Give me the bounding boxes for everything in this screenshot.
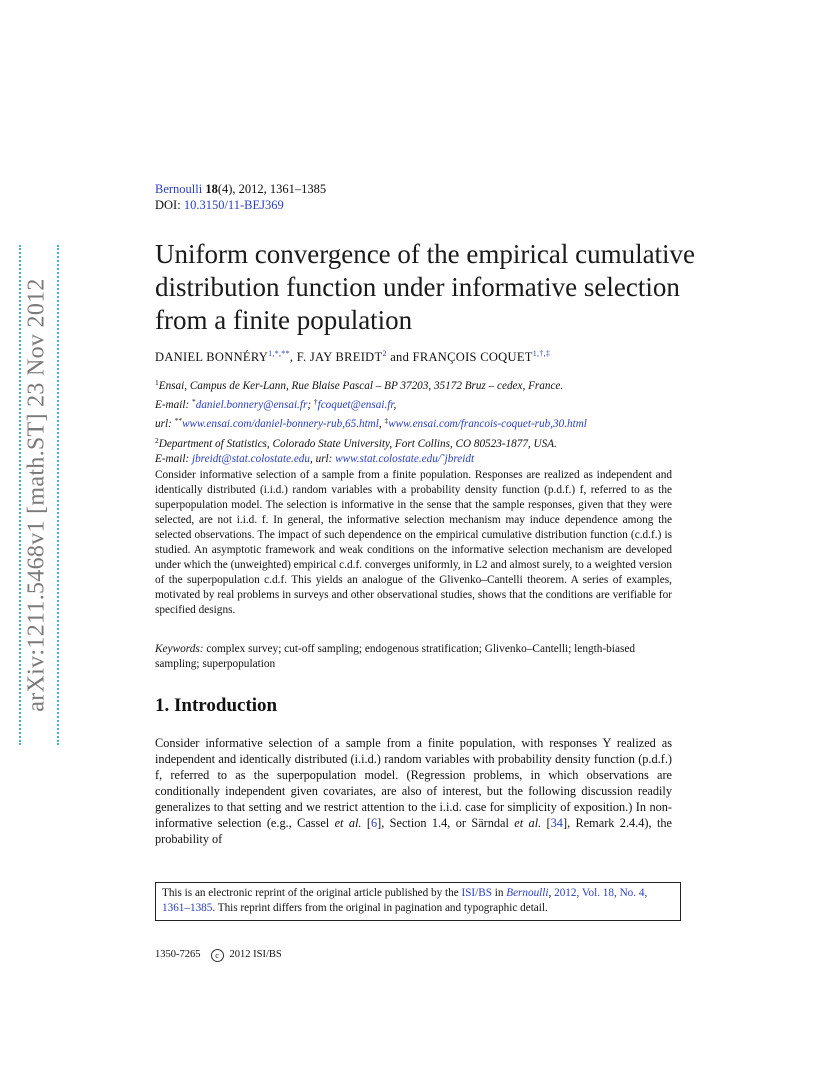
author-footnote-marks[interactable]: 1,†,‡ [532,349,551,358]
issn: 1350-7265 [155,949,201,960]
affiliations [155,375,695,467]
citation-link[interactable]: 34 [550,816,563,830]
citation-link[interactable]: 6 [370,816,378,830]
email-link[interactable]: fcoquet@ensai.fr [317,399,394,412]
section-heading [155,695,277,717]
keywords-label: Keywords: [155,643,204,655]
copyright-icon: c [211,949,224,962]
doi-link[interactable]: 10.3150/11-BEJ369 [183,198,284,212]
reprint-notice: This is an electronic reprint of the original article published by the ISI/BS in Bernoulli, 2012, Vol. 18, No. 4, 1361–1385. This reprint differs from the original in pagination and typographic detail. [155,882,681,921]
journal-link[interactable]: Bernoulli [506,887,549,899]
author-line [155,349,550,365]
author-footnote-marks[interactable]: 1,*,** [268,349,290,358]
affiliation-2: $^2$Department of Statistics, Colorado State University, Fort Collins, CO 80523-1877, USA. [155,435,557,450]
citation-link[interactable]: 2012, Vol. 18, No. 4, 1361–1385 [162,887,648,914]
email-link[interactable]: jbreidt@stat.colostate.edu [191,452,310,465]
footer [155,949,282,962]
journal-volume: 18 [205,182,218,196]
email-link[interactable]: daniel.bonnery@ensai.fr [195,399,308,412]
author-name: , F. JAY BREIDT [289,350,383,364]
copyright-text: 2012 ISI/BS [229,949,282,960]
email-line-2: E-mail: jbreidt@stat.colostate.edu, url: www.stat.colostate.edu/˜jbreidt [155,452,475,465]
section-number: 1. [155,695,170,716]
intro-paragraph: Consider informative selection of a sample from a finite population, with responses Y realized as independent and identically distributed (i.i.d.) random variables with probability density function (p.d.f.) f, referred to as the superpopulation model. (Regression problems, in which observations are conditionally independent given covariates, are also of interest, but the following discussion readily generalizes to that setting and we restrict attention to the i.i.d. case for simplicity of exposition.) In non-informative selection (e.g., Cassel et al. [6], Section 1.4, or Särndal et al. [34], Remark 2.4.4), the probability of [155,736,672,846]
url-link[interactable]: www.ensai.com/francois-coquet-rub,30.html [388,418,587,431]
author-name: and FRANÇOIS COQUET [386,350,533,364]
journal-issue: (4), 2012, 1361–1385 [217,182,327,196]
journal-link[interactable]: Bernoulli [155,182,203,196]
isi-bs-link[interactable]: ISI/BS [461,887,492,899]
url-link[interactable]: www.ensai.com/daniel-bonnery-rub,65.html [182,418,379,431]
email-line-1: E-mail: *daniel.bonnery@ensai.fr; †fcoquet@ensai.fr, [155,397,397,412]
keywords-text: complex survey; cut-off sampling; endogenous stratification; Glivenko–Cantelli; length-biased sampling; superpopulation [155,643,636,670]
section-title: Introduction [174,695,278,716]
paper-title: Uniform convergence of the empirical cumulative distribution function under informative selection from a finite population [155,239,696,335]
affiliation-1: $^1$Ensai, Campus de Ker-Lann, Rue Blaise Pascal – BP 37203, 35172 Bruz – cedex, France. [155,378,564,392]
author-name: DANIEL BONNÉRY [155,350,269,364]
keywords [155,642,672,672]
author-footnote-marks[interactable]: 2 [382,349,387,358]
abstract: Consider informative selection of a sample from a finite population. Responses are realized as independent and identically distributed (i.i.d.) random variables with a probability density function (p.d.f.) f, referred to as the superpopulation model. The selection is informative in the sense that the sample responses, given that they were selected, are not i.i.d. f. In general, the informative selection mechanism may induce dependence among the selected observations. The impact of such dependence on the empirical cumulative distribution function (c.d.f.) is studied. An asymptotic framework and weak conditions on the informative selection mechanism are developed under which the (unweighted) empirical c.d.f. converges uniformly, in L2 and almost surely, to a weighted version of the superpopulation c.d.f. This yields an analogue of the Glivenko–Cantelli theorem. A series of examples, motivated by real problems in surveys and other observational studies, shows that the conditions are verifiable for specified designs. [155,469,672,616]
url-link[interactable]: www.stat.colostate.edu/˜jbreidt [335,452,475,465]
url-line-1: url: **www.ensai.com/daniel-bonnery-rub,65.html, ‡www.ensai.com/francois-coquet-rub,30.html [155,416,587,431]
arxiv-stamp[interactable]: arXiv:1211.5468v1 [math.ST] 23 Nov 2012 [23,278,50,712]
doi-label: DOI: [155,198,181,212]
journal-header [155,181,326,213]
